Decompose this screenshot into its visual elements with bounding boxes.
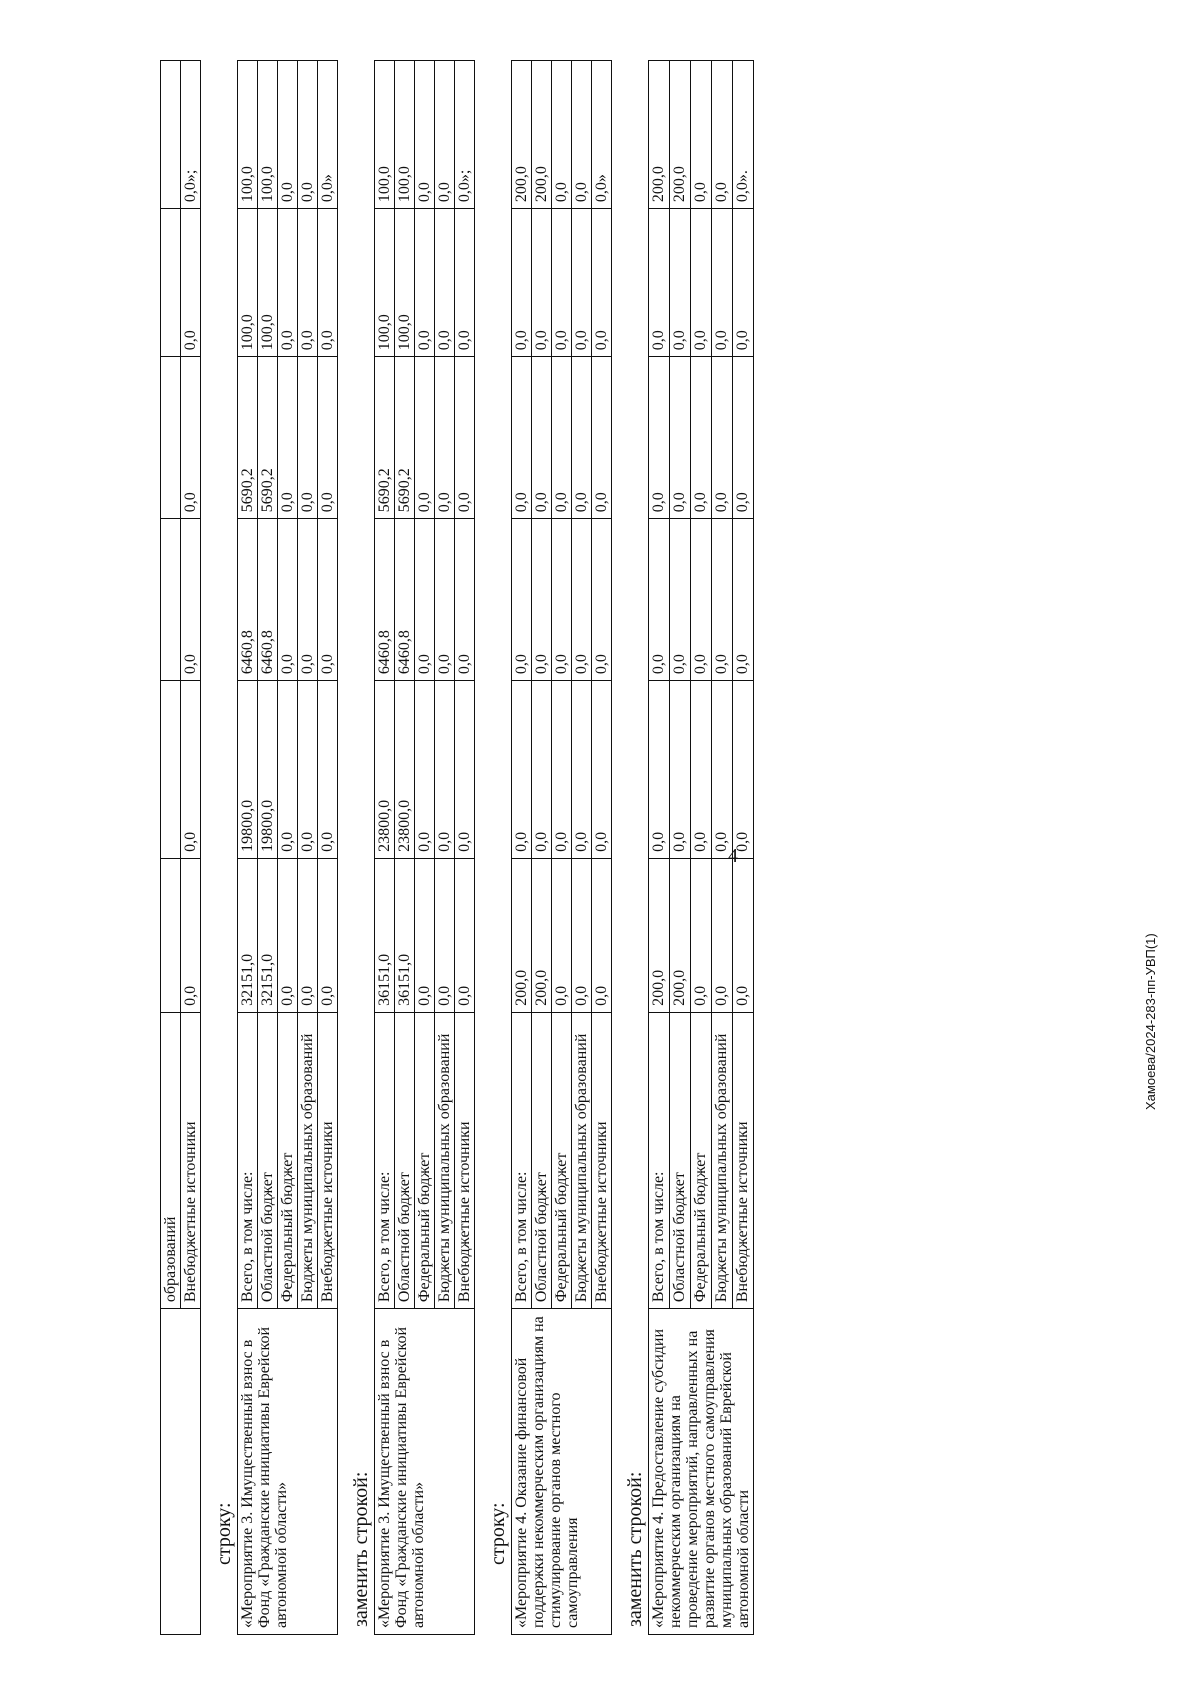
value-cell: 0,0 bbox=[278, 681, 298, 859]
value-cell: 6460,8 bbox=[238, 519, 258, 681]
block-caption: строку: bbox=[213, 1502, 235, 1565]
value-cell: 100,0 bbox=[258, 61, 278, 209]
value-cell: 0,0 bbox=[435, 209, 455, 357]
table-block bbox=[348, 60, 475, 1635]
value-cell: 0,0 bbox=[691, 519, 712, 681]
budget-table bbox=[374, 60, 475, 1635]
value-cell: 0,0 bbox=[572, 519, 592, 681]
value-cell: 0,0 bbox=[181, 858, 201, 1012]
value-cell: 0,0 bbox=[649, 681, 670, 859]
value-cell: 0,0 bbox=[691, 209, 712, 357]
document-code: Хамоева/2024-283-пп-УВП(1) bbox=[1143, 933, 1158, 1110]
value-cell: 32151,0 bbox=[238, 858, 258, 1012]
source-cell: Областной бюджет bbox=[670, 1012, 691, 1308]
value-cell: 0,0 bbox=[552, 61, 572, 209]
value-cell: 19800,0 bbox=[238, 681, 258, 859]
value-cell: 0,0 bbox=[298, 209, 318, 357]
table-block bbox=[211, 60, 338, 1635]
value-cell: 0,0 bbox=[552, 357, 572, 519]
value-cell: 0,0 bbox=[318, 681, 338, 859]
value-cell: 0,0 bbox=[712, 61, 733, 209]
value-cell: 0,0». bbox=[733, 61, 754, 209]
value-cell: 0,0 bbox=[670, 681, 691, 859]
value-cell: 0,0 bbox=[298, 858, 318, 1012]
value-cell: 0,0 bbox=[455, 357, 475, 519]
value-cell: 200,0 bbox=[512, 61, 532, 209]
value-cell: 0,0 bbox=[733, 858, 754, 1012]
value-cell: 0,0 bbox=[512, 519, 532, 681]
value-cell: 0,0» bbox=[318, 61, 338, 209]
table-row bbox=[649, 61, 670, 1635]
value-cell: 0,0 bbox=[435, 519, 455, 681]
value-cell: 0,0 bbox=[670, 519, 691, 681]
value-cell: 0,0 bbox=[733, 209, 754, 357]
value-cell: 23800,0 bbox=[395, 681, 415, 859]
value-cell: 200,0 bbox=[532, 858, 552, 1012]
source-cell: Бюджеты муниципальных образований bbox=[435, 1012, 455, 1308]
value-cell: 0,0 bbox=[415, 357, 435, 519]
value-cell: 0,0 bbox=[415, 858, 435, 1012]
budget-table bbox=[160, 60, 201, 1635]
block-caption: строку: bbox=[487, 1502, 509, 1565]
table-row bbox=[238, 61, 258, 1635]
activity-cell: «Мероприятие 4. Предоставление субсидии некоммерческим организациям на проведение мероприятий, направленных на развитие органов местного самоуправления муниципальных образований Еврейской автономной области bbox=[649, 1309, 754, 1635]
value-cell: 0,0 bbox=[455, 209, 475, 357]
value-cell: 100,0 bbox=[375, 61, 395, 209]
source-cell: Внебюджетные источники bbox=[318, 1012, 338, 1308]
value-cell: 0,0 bbox=[712, 209, 733, 357]
value-cell: 0,0 bbox=[435, 681, 455, 859]
value-cell: 0,0 bbox=[712, 681, 733, 859]
value-cell: 0,0 bbox=[298, 357, 318, 519]
activity-cell: «Мероприятие 4. Оказание финансовой поддержки некоммерческим организациям на стимулирование органов местного самоуправления bbox=[512, 1309, 612, 1635]
source-cell: Бюджеты муниципальных образований bbox=[712, 1012, 733, 1308]
value-cell: 100,0 bbox=[395, 61, 415, 209]
value-cell: 0,0 bbox=[415, 681, 435, 859]
value-cell: 0,0 bbox=[733, 519, 754, 681]
value-cell: 0,0 bbox=[181, 519, 201, 681]
source-cell: Областной бюджет bbox=[258, 1012, 278, 1308]
value-cell: 0,0 bbox=[649, 357, 670, 519]
source-cell: Всего, в том числе: bbox=[512, 1012, 532, 1308]
value-cell: 0,0 bbox=[572, 61, 592, 209]
page-number: 4 bbox=[728, 845, 738, 867]
value-cell: 0,0 bbox=[318, 519, 338, 681]
value-cell: 0,0 bbox=[592, 858, 612, 1012]
value-cell: 5690,2 bbox=[258, 357, 278, 519]
value-cell: 0,0 bbox=[712, 519, 733, 681]
value-cell: 0,0 bbox=[298, 519, 318, 681]
value-cell: 0,0 bbox=[592, 209, 612, 357]
value-cell: 0,0 bbox=[670, 357, 691, 519]
value-cell: 0,0 bbox=[649, 209, 670, 357]
value-cell: 0,0 bbox=[572, 681, 592, 859]
value-cell: 0,0 bbox=[532, 209, 552, 357]
value-cell: 0,0 bbox=[278, 858, 298, 1012]
value-cell: 0,0 bbox=[572, 357, 592, 519]
value-cell: 0,0 bbox=[712, 858, 733, 1012]
value-cell: 0,0 bbox=[512, 681, 532, 859]
budget-table bbox=[237, 60, 338, 1635]
value-cell: 0,0 bbox=[532, 681, 552, 859]
value-cell: 0,0 bbox=[572, 209, 592, 357]
landscape-content bbox=[160, 60, 1200, 1635]
source-cell: Всего, в том числе: bbox=[238, 1012, 258, 1308]
blocks-container bbox=[211, 60, 764, 1635]
value-cell: 0,0 bbox=[532, 519, 552, 681]
table-block bbox=[622, 60, 754, 1635]
source-cell: Бюджеты муниципальных образований bbox=[572, 1012, 592, 1308]
source-cell: Федеральный бюджет bbox=[691, 1012, 712, 1308]
value-cell: 0,0 bbox=[691, 61, 712, 209]
table-row bbox=[181, 61, 201, 1635]
value-cell: 0,0 bbox=[733, 681, 754, 859]
value-cell: 0,0 bbox=[552, 519, 572, 681]
value-cell: 0,0 bbox=[512, 357, 532, 519]
value-cell: 0,0 bbox=[181, 681, 201, 859]
value-cell: 100,0 bbox=[238, 209, 258, 357]
value-cell: 0,0 bbox=[592, 681, 612, 859]
value-cell: 0,0 bbox=[733, 357, 754, 519]
value-cell: 0,0 bbox=[298, 61, 318, 209]
value-cell: 0,0 bbox=[455, 681, 475, 859]
value-cell: 0,0 bbox=[318, 209, 338, 357]
value-cell: 200,0 bbox=[670, 858, 691, 1012]
source-cell: Областной бюджет bbox=[532, 1012, 552, 1308]
source-cell: Федеральный бюджет bbox=[552, 1012, 572, 1308]
table-row bbox=[512, 61, 532, 1635]
value-cell: 0,0 bbox=[455, 858, 475, 1012]
activity-cell: «Мероприятие 3. Имущественный взнос в Фонд «Гражданские инициативы Еврейской автономной области» bbox=[375, 1309, 475, 1635]
value-cell: 0,0 bbox=[435, 858, 455, 1012]
source-cell: Всего, в том числе: bbox=[375, 1012, 395, 1308]
value-cell: 100,0 bbox=[238, 61, 258, 209]
value-cell: 0,0 bbox=[552, 858, 572, 1012]
value-cell: 0,0 bbox=[512, 209, 532, 357]
value-cell: 0,0 bbox=[455, 519, 475, 681]
value-cell: 0,0 bbox=[691, 681, 712, 859]
source-cell: Бюджеты муниципальных образований bbox=[298, 1012, 318, 1308]
source-cell: Федеральный бюджет bbox=[278, 1012, 298, 1308]
value-cell: 0,0 bbox=[181, 209, 201, 357]
value-cell: 0,0 bbox=[691, 357, 712, 519]
value-cell: 0,0 bbox=[278, 209, 298, 357]
value-cell: 200,0 bbox=[670, 61, 691, 209]
source-cell: Областной бюджет bbox=[395, 1012, 415, 1308]
value-cell: 6460,8 bbox=[258, 519, 278, 681]
value-cell: 19800,0 bbox=[258, 681, 278, 859]
value-cell: 0,0 bbox=[435, 61, 455, 209]
value-cell: 0,0 bbox=[318, 357, 338, 519]
value-cell: 6460,8 bbox=[395, 519, 415, 681]
value-cell: 23800,0 bbox=[375, 681, 395, 859]
value-cell: 0,0 bbox=[691, 858, 712, 1012]
value-cell: 0,0 bbox=[415, 519, 435, 681]
budget-table bbox=[648, 60, 754, 1635]
value-cell: 100,0 bbox=[375, 209, 395, 357]
value-cell: 0,0 bbox=[552, 209, 572, 357]
value-cell: 36151,0 bbox=[395, 858, 415, 1012]
value-cell: 0,0 bbox=[181, 357, 201, 519]
value-cell: 0,0 bbox=[572, 858, 592, 1012]
value-cell: 32151,0 bbox=[258, 858, 278, 1012]
source-cell: Внебюджетные источники bbox=[455, 1012, 475, 1308]
source-cell: Внебюджетные источники bbox=[733, 1012, 754, 1308]
value-cell: 0,0 bbox=[318, 858, 338, 1012]
value-cell: 0,0 bbox=[415, 61, 435, 209]
value-cell: 0,0»; bbox=[455, 61, 475, 209]
value-cell: 0,0 bbox=[712, 357, 733, 519]
value-cell: 5690,2 bbox=[375, 357, 395, 519]
value-cell: 0,0 bbox=[278, 61, 298, 209]
value-cell: 0,0 bbox=[298, 681, 318, 859]
block-caption: заменить строкой: bbox=[350, 1471, 372, 1627]
value-cell: 0,0» bbox=[592, 61, 612, 209]
value-cell: 6460,8 bbox=[375, 519, 395, 681]
table-block-continuation bbox=[160, 60, 201, 1635]
table-row bbox=[161, 61, 181, 1635]
value-cell: 0,0 bbox=[670, 209, 691, 357]
source-cell: Всего, в том числе: bbox=[649, 1012, 670, 1308]
value-cell: 200,0 bbox=[532, 61, 552, 209]
block-caption: заменить строкой: bbox=[624, 1471, 646, 1627]
activity-cell: «Мероприятие 3. Имущественный взнос в Фонд «Гражданские инициативы Еврейской автономной области» bbox=[238, 1309, 338, 1635]
value-cell: 5690,2 bbox=[238, 357, 258, 519]
value-cell: 0,0 bbox=[592, 357, 612, 519]
value-cell: 0,0 bbox=[592, 519, 612, 681]
budget-table bbox=[511, 60, 612, 1635]
table-block bbox=[485, 60, 612, 1635]
source-cell: Внебюджетные источники bbox=[181, 1012, 201, 1308]
value-cell: 200,0 bbox=[649, 61, 670, 209]
value-cell: 0,0 bbox=[278, 519, 298, 681]
source-cell: образований bbox=[161, 1012, 181, 1308]
value-cell: 0,0 bbox=[278, 357, 298, 519]
value-cell: 0,0 bbox=[649, 519, 670, 681]
value-cell: 0,0 bbox=[532, 357, 552, 519]
value-cell: 0,0 bbox=[552, 681, 572, 859]
source-cell: Внебюджетные источники bbox=[592, 1012, 612, 1308]
value-cell: 5690,2 bbox=[395, 357, 415, 519]
value-cell: 200,0 bbox=[649, 858, 670, 1012]
table-row bbox=[375, 61, 395, 1635]
value-cell: 0,0 bbox=[415, 209, 435, 357]
value-cell: 0,0»; bbox=[181, 61, 201, 209]
value-cell: 0,0 bbox=[435, 357, 455, 519]
source-cell: Федеральный бюджет bbox=[415, 1012, 435, 1308]
value-cell: 100,0 bbox=[395, 209, 415, 357]
value-cell: 200,0 bbox=[512, 858, 532, 1012]
value-cell: 100,0 bbox=[258, 209, 278, 357]
value-cell: 36151,0 bbox=[375, 858, 395, 1012]
